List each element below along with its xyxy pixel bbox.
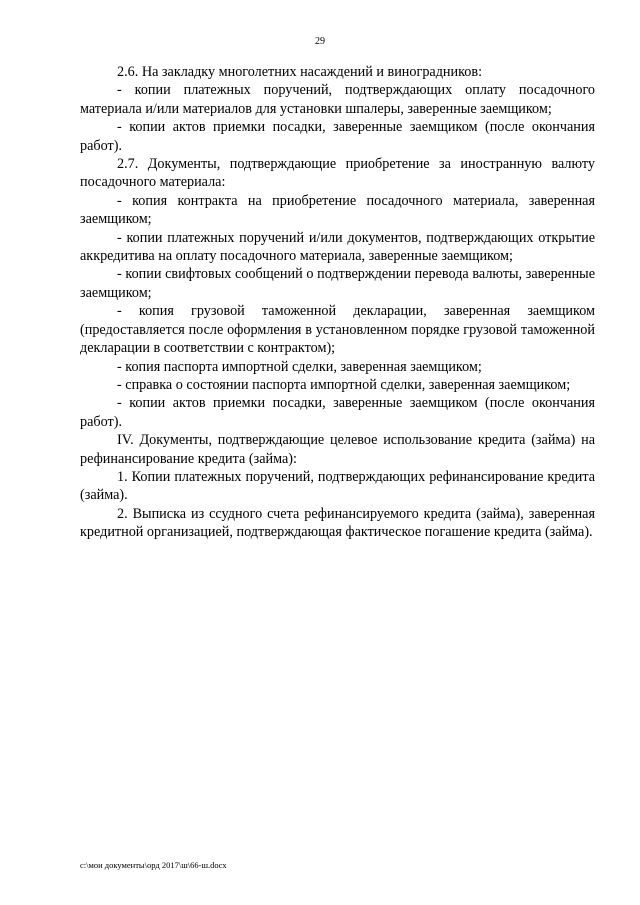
paragraph: - копия контракта на приобретение посадочного материала, заверенная заемщиком; <box>80 192 595 228</box>
paragraph: - копия грузовой таможенной декларации, заверенная заемщиком (предоставляется после оформления в установленном порядке грузовой таможенной декларации в соответствии с контрактом); <box>80 303 595 357</box>
paragraph: - копии свифтовых сообщений о подтверждении перевода валюты, заверенные заемщиком; <box>80 266 595 301</box>
paragraph: - копии актов приемки посадки, заверенные заемщиком (после окончания работ). <box>80 119 595 154</box>
paragraph: - копии платежных поручений и/или документов, подтверждающих открытие аккредитива на оплату посадочного материала, заверенные заемщиком; <box>80 229 595 265</box>
paragraph: 2. Выписка из ссудного счета рефинансируемого кредита (займа), заверенная кредитной организацией, подтверждающая фактическое погашение кредита (займа). <box>80 505 595 541</box>
section-heading: IV. Документы, подтверждающие целевое использование кредита (займа) на рефинансирование кредита (займа): <box>80 432 595 467</box>
paragraph: - копии платежных поручений, подтверждающих оплату посадочного материала и/или материалов для установки шпалеры, заверенные заемщиком; <box>80 82 595 117</box>
paragraph: - справка о состоянии паспорта импортной сделки, заверенная заемщиком; <box>117 376 571 393</box>
paragraph: - копия паспорта импортной сделки, заверенная заемщиком; <box>117 358 482 375</box>
file-path-footer: c:\мои документы\орд 2017\ш\66-ш.docx <box>80 860 227 870</box>
paragraph: 2.7. Документы, подтверждающие приобретение за иностранную валюту посадочного материала: <box>80 156 595 191</box>
paragraph: - копии актов приемки посадки, заверенные заемщиком (после окончания работ). <box>80 395 595 430</box>
page-number: 29 <box>315 36 325 47</box>
document-body <box>80 63 595 542</box>
paragraph: 1. Копии платежных поручений, подтверждающих рефинансирование кредита (займа). <box>80 468 595 504</box>
paragraph: 2.6. На закладку многолетних насаждений и виноградников: <box>117 64 483 80</box>
